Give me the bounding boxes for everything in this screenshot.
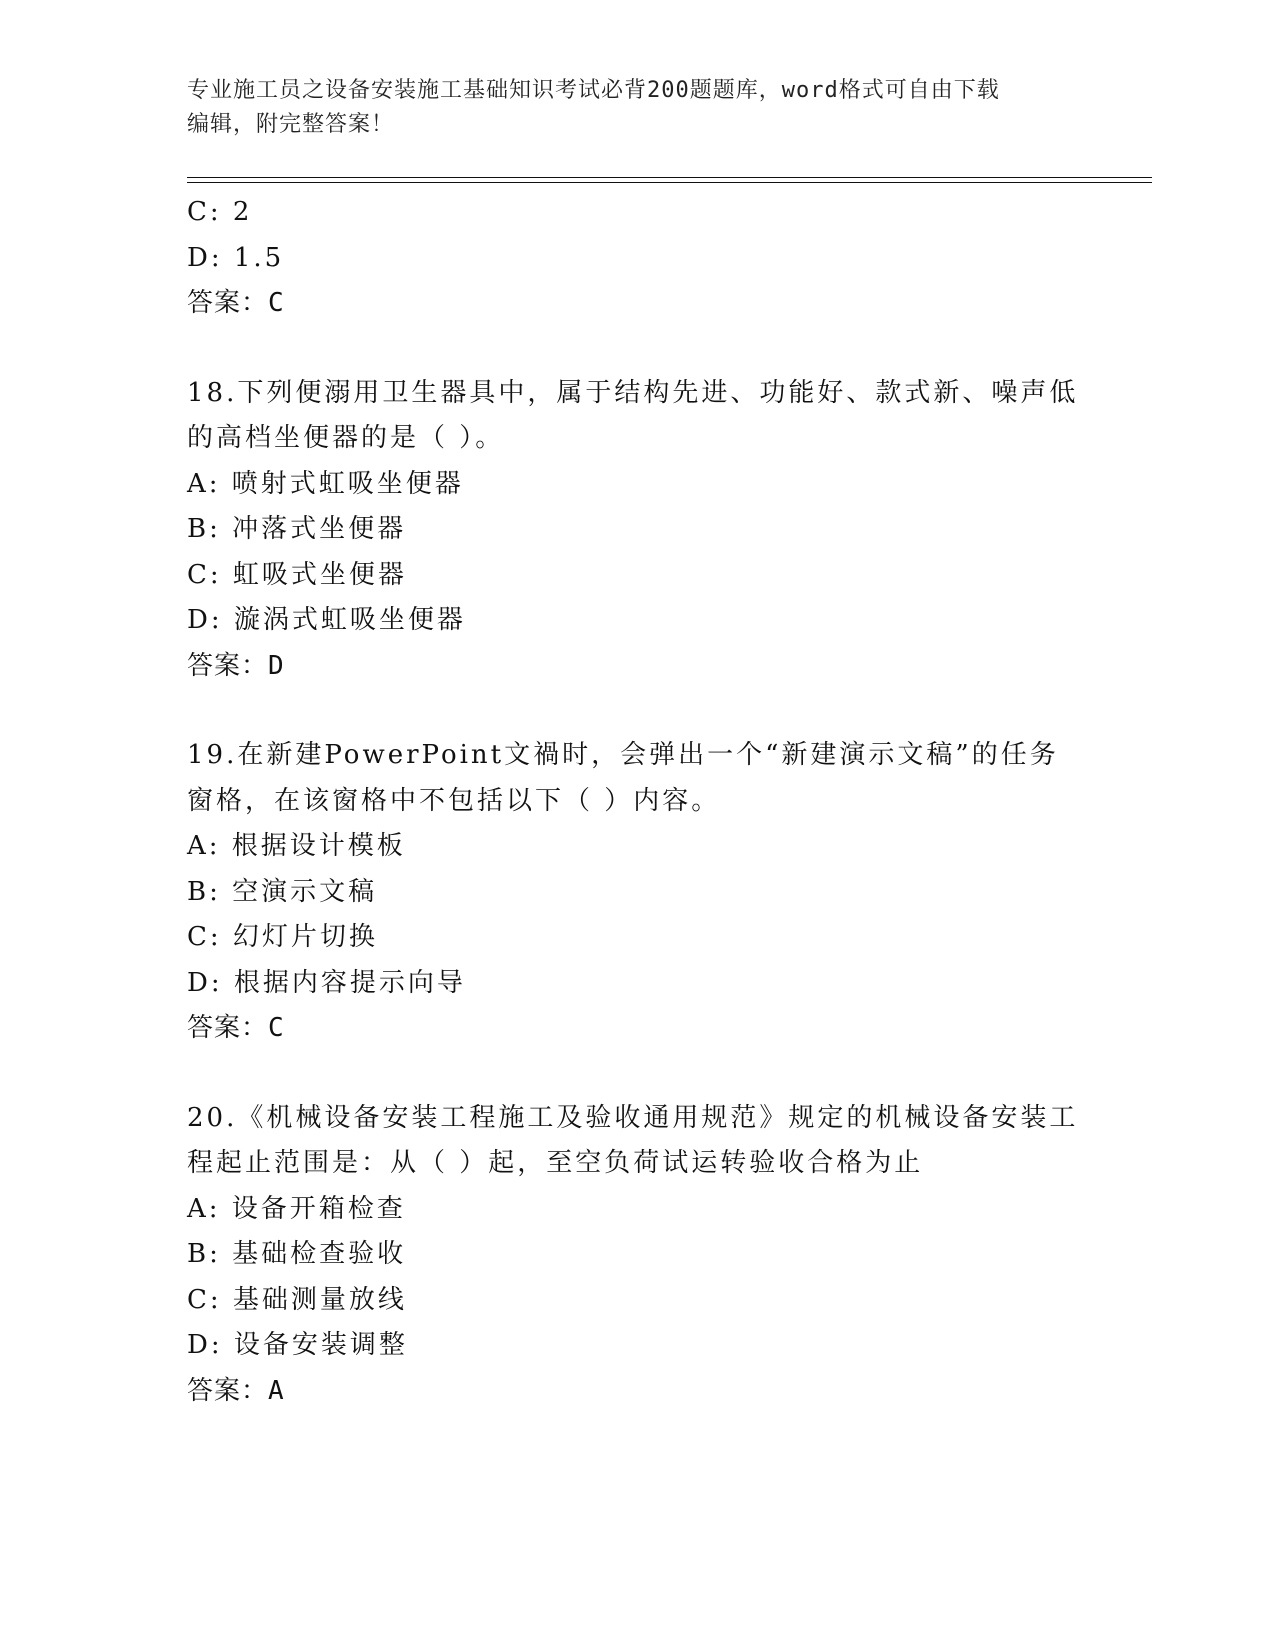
- question-text-line-2: 的高档坐便器的是（ ）。: [187, 423, 505, 453]
- header-divider-bottom: [187, 182, 1152, 183]
- document-header: [187, 74, 1087, 142]
- option-b: B: 冲落式坐便器: [187, 514, 407, 544]
- question-text-line-2: 窗格，在该窗格中不包括以下（ ）内容。: [187, 785, 721, 816]
- option-a: A: 喷射式虹吸坐便器: [187, 468, 464, 499]
- option-d: D: 设备安装调整: [187, 1330, 408, 1360]
- option-a: A: 根据设计模板: [187, 831, 406, 861]
- question-18: [187, 371, 1077, 690]
- option-c: C: 虹吸式坐便器: [187, 559, 407, 590]
- option-a: A: 设备开箱检查: [187, 1193, 406, 1224]
- header-title-line-2: 编辑，附完整答案！: [187, 112, 395, 137]
- question-text-line-1: 19.在新建PowerPoint文禍时，会弹出一个“新建演示文稿”的任务: [187, 740, 1059, 770]
- option-b: B: 基础检查验收: [187, 1239, 407, 1269]
- option-c: C: 基础测量放线: [187, 1284, 407, 1315]
- answer-line: 答案：D: [187, 650, 285, 681]
- option-d: D: 1.5: [187, 242, 285, 273]
- spacer: [187, 327, 1077, 371]
- question-text-line-1: 18.下列便溺用卫生器具中，属于结构先进、功能好、款式新、噪声低: [187, 377, 1079, 408]
- question-20: [187, 1096, 1077, 1415]
- question-text-line-2: 程起止范围是：从（ ）起，至空负荷试运转验收合格为止: [187, 1148, 924, 1178]
- question-list: [187, 190, 1077, 1414]
- option-d: D: 漩涡式虹吸坐便器: [187, 605, 466, 635]
- answer-line: 答案：C: [187, 288, 285, 318]
- spacer: [187, 1052, 1077, 1096]
- option-b: B: 空演示文稿: [187, 876, 378, 907]
- header-divider-top: [187, 177, 1152, 178]
- question-text-line-1: 20.《机械设备安装工程施工及验收通用规范》规定的机械设备安装工: [187, 1102, 1079, 1133]
- question-17-fragment: [187, 190, 1077, 327]
- answer-line: 答案：C: [187, 1013, 285, 1043]
- option-d: D: 根据内容提示向导: [187, 967, 466, 998]
- header-title-line-1: 专业施工员之设备安装施工基础知识考试必背200题题库，word格式可自由下载: [187, 78, 1000, 103]
- answer-line: 答案：A: [187, 1375, 285, 1406]
- spacer: [187, 689, 1077, 733]
- option-c: C: 2: [187, 197, 253, 227]
- question-19: [187, 733, 1077, 1052]
- option-c: C: 幻灯片切换: [187, 922, 378, 952]
